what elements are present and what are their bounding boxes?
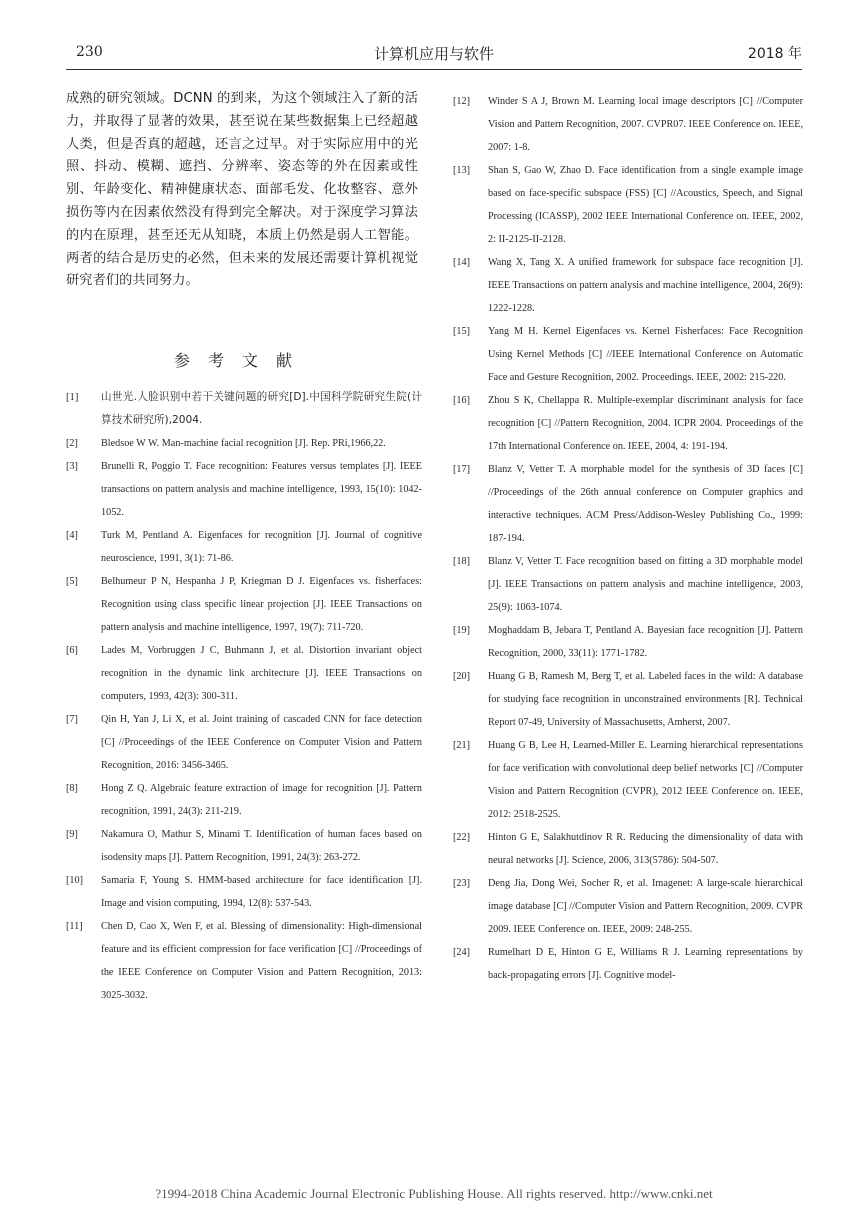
reference-text: Turk M, Pentland A. Eigenfaces for recognition [J]. Journal of cognitive neuroscience, 1991, 3(1): 71-86. [101,530,422,564]
reference-item [66,708,422,777]
reference-text: Moghaddam B, Jebara T, Pentland A. Bayesian face recognition [J]. Pattern Recognition, 2000, 33(11): 1771-1782. [488,625,803,659]
copyright-footer: ?1994-2018 China Academic Journal Electronic Publishing House. All rights reserved. http://www.cnki.net [155,1186,713,1201]
reference-item [453,826,803,872]
reference-number: [4] [66,530,78,541]
reference-number: [24] [453,947,470,958]
reference-text: Huang G B, Lee H, Learned-Miller E. Learning hierarchical representations for face verification with convolutional deep belief networks [C] //Computer Vision and Pattern Recognition (CVPR), 2012 IEEE Conference on. IEEE, 2012: 2518-2525. [488,740,803,820]
references-right-column [453,90,803,987]
reference-item [453,389,803,458]
reference-number: [12] [453,96,470,107]
reference-number: [8] [66,783,78,794]
reference-text: Bledsoe W W. Man-machine facial recognition [J]. Rep. PRi,1966,22. [101,438,386,449]
reference-number: [14] [453,257,470,268]
reference-number: [20] [453,671,470,682]
reference-item [66,639,422,708]
reference-text: Belhumeur P N, Hespanha J P, Kriegman D J. Eigenfaces vs. fisherfaces: Recognition using class specific linear projection [J]. IEEE Transactions on pattern analysis and machine intelligence, 1997, 19(7): 711-720. [101,576,422,633]
reference-item [66,455,422,524]
reference-number: [11] [66,921,83,932]
reference-item [66,823,422,869]
reference-text: Wang X, Tang X. A unified framework for subspace face recognition [J]. IEEE Transactions on pattern analysis and machine intelligence, 2004, 26(9): 1222-1228. [488,257,803,314]
reference-number: [1] [66,392,79,403]
reference-item [66,869,422,915]
reference-item [66,777,422,823]
reference-number: [17] [453,464,470,475]
reference-text: Shan S, Gao W, Zhao D. Face identification from a single example image based on face-specific subspace (FSS) [C] //Acoustics, Speech, and Signal Processing (ICASSP), 2002 IEEE International Conference on. IEEE, 2002, 2: II-2125-II-2128. [488,165,803,245]
reference-item [453,90,803,159]
header-rule [66,69,802,70]
reference-number: [3] [66,461,78,472]
reference-text: Lades M, Vorbruggen J C, Buhmann J, et al. Distortion invariant object recognition in the dynamic link architecture [J]. IEEE Transactions on computers, 1993, 42(3): 300-311. [101,645,422,702]
reference-item [66,915,422,1007]
reference-text: Zhou S K, Chellappa R. Multiple-exemplar discriminant analysis for face recognition [C] //Pattern Recognition, 2004. ICPR 2004. Proceedings of the 17th International Conference on. IEEE, 2004, 4: 191-194. [488,395,803,452]
reference-text: 山世光.人脸识别中若干关键问题的研究[D].中国科学院研究生院(计算技术研究所),2004. [101,391,422,426]
reference-item [453,320,803,389]
reference-item [66,524,422,570]
reference-text: Blanz V, Vetter T. A morphable model for the synthesis of 3D faces [C] //Proceedings of the 26th annual conference on Computer graphics and interactive techniques. ACM Press/Addison-Wesley Publishing Co., 1999: 187-194. [488,464,803,544]
journal-year: 2018 年 [747,46,802,62]
reference-item [66,570,422,639]
reference-item [453,872,803,941]
reference-text: Hinton G E, Salakhutdinov R R. Reducing the dimensionality of data with neural networks [J]. Science, 2006, 313(5786): 504-507. [488,832,803,866]
reference-text: Winder S A J, Brown M. Learning local image descriptors [C] //Computer Vision and Pattern Recognition, 2007. CVPR07. IEEE Conference on. IEEE, 2007: 1-8. [488,96,803,153]
reference-item [453,665,803,734]
reference-item [66,432,422,455]
reference-item [453,619,803,665]
reference-text: Deng Jia, Dong Wei, Socher R, et al. Imagenet: A large-scale hierarchical image database [C] //Computer Vision and Pattern Recognition, 2009. CVPR 2009. IEEE Conference on. IEEE, 2009: 248-255. [488,878,803,935]
reference-number: [10] [66,875,83,886]
journal-name: 计算机应用与软件 [373,45,494,63]
reference-item [66,386,422,432]
reference-text: Huang G B, Ramesh M, Berg T, et al. Labeled faces in the wild: A database for studying face recognition in unconstrained environments [R]. Technical Report 07-49, University of Massachusetts, Amherst, 2007. [488,671,803,728]
references-heading: 参考文献 [173,351,310,370]
reference-text: Samaria F, Young S. HMM-based architecture for face identification [J]. Image and vision computing, 1994, 12(8): 537-543. [101,875,422,909]
reference-text: Rumelhart D E, Hinton G E, Williams R J. Learning representations by back-propagating errors [J]. Cognitive model- [488,947,803,981]
reference-number: [22] [453,832,470,843]
reference-number: [6] [66,645,78,656]
reference-text: Qin H, Yan J, Li X, et al. Joint training of cascaded CNN for face detection [C] //Proceedings of the IEEE Conference on Computer Vision and Pattern Recognition, 2016: 3456-3465. [101,714,422,771]
reference-number: [16] [453,395,470,406]
body-paragraph: 成熟的研究领域。DCNN 的到来，为这个领域注入了新的活力，并取得了显著的效果，甚至说在某些数据集上已经超越人类，但是否真的超越，还言之过早。对于实际应用中的光照、抖动、模糊、遮挡、分辨率、姿态等的外在因素或性别、年龄变化、精神健康状态、面部毛发、化妆整容、意外损伤等内在因素依然没有得到完全解决。对于深度学习算法的内在原理，甚至还无从知晓，本质上仍然是弱人工智能。两者的结合是历史的必然，但未来的发展还需要计算机视觉研究者们的共同努力。 [66,91,418,289]
reference-text: Brunelli R, Poggio T. Face recognition: Features versus templates [J]. IEEE transactions on pattern analysis and machine intelligence, 1993, 15(10): 1042-1052. [101,461,422,518]
reference-text: Blanz V, Vetter T. Face recognition based on fitting a 3D morphable model [J]. IEEE Transactions on pattern analysis and machine intelligence, 2003, 25(9): 1063-1074. [488,556,803,613]
reference-item [453,550,803,619]
reference-number: [13] [453,165,470,176]
reference-number: [18] [453,556,470,567]
references-left-column [66,386,422,1007]
reference-number: [5] [66,576,78,587]
reference-item [453,941,803,987]
reference-number: [19] [453,625,470,636]
reference-text: Chen D, Cao X, Wen F, et al. Blessing of dimensionality: High-dimensional feature and its efficient compression for face verification [C] //Proceedings of the IEEE Conference on Computer Vision and Pattern Recognition, 2013: 3025-3032. [101,921,422,1001]
page-number: 230 [76,44,103,60]
reference-text: Yang M H. Kernel Eigenfaces vs. Kernel Fisherfaces: Face Recognition Using Kernel Methods [C] //IEEE International Conference on Automatic Face and Gesture Recognition, 2002. Proceedings. IEEE, 2002: 215-220. [488,326,803,383]
reference-number: [15] [453,326,470,337]
reference-text: Hong Z Q. Algebraic feature extraction of image for recognition [J]. Pattern recognition, 1991, 24(3): 211-219. [101,783,422,817]
reference-number: [9] [66,829,78,840]
reference-number: [21] [453,740,470,751]
reference-item [453,734,803,826]
reference-number: [7] [66,714,78,725]
page-header [0,0,868,70]
reference-number: [23] [453,878,470,889]
reference-number: [2] [66,438,78,449]
reference-item [453,159,803,251]
reference-item [453,251,803,320]
reference-item [453,458,803,550]
reference-text: Nakamura O, Mathur S, Minami T. Identification of human faces based on isodensity maps [J]. Pattern Recognition, 1991, 24(3): 263-272. [101,829,422,863]
